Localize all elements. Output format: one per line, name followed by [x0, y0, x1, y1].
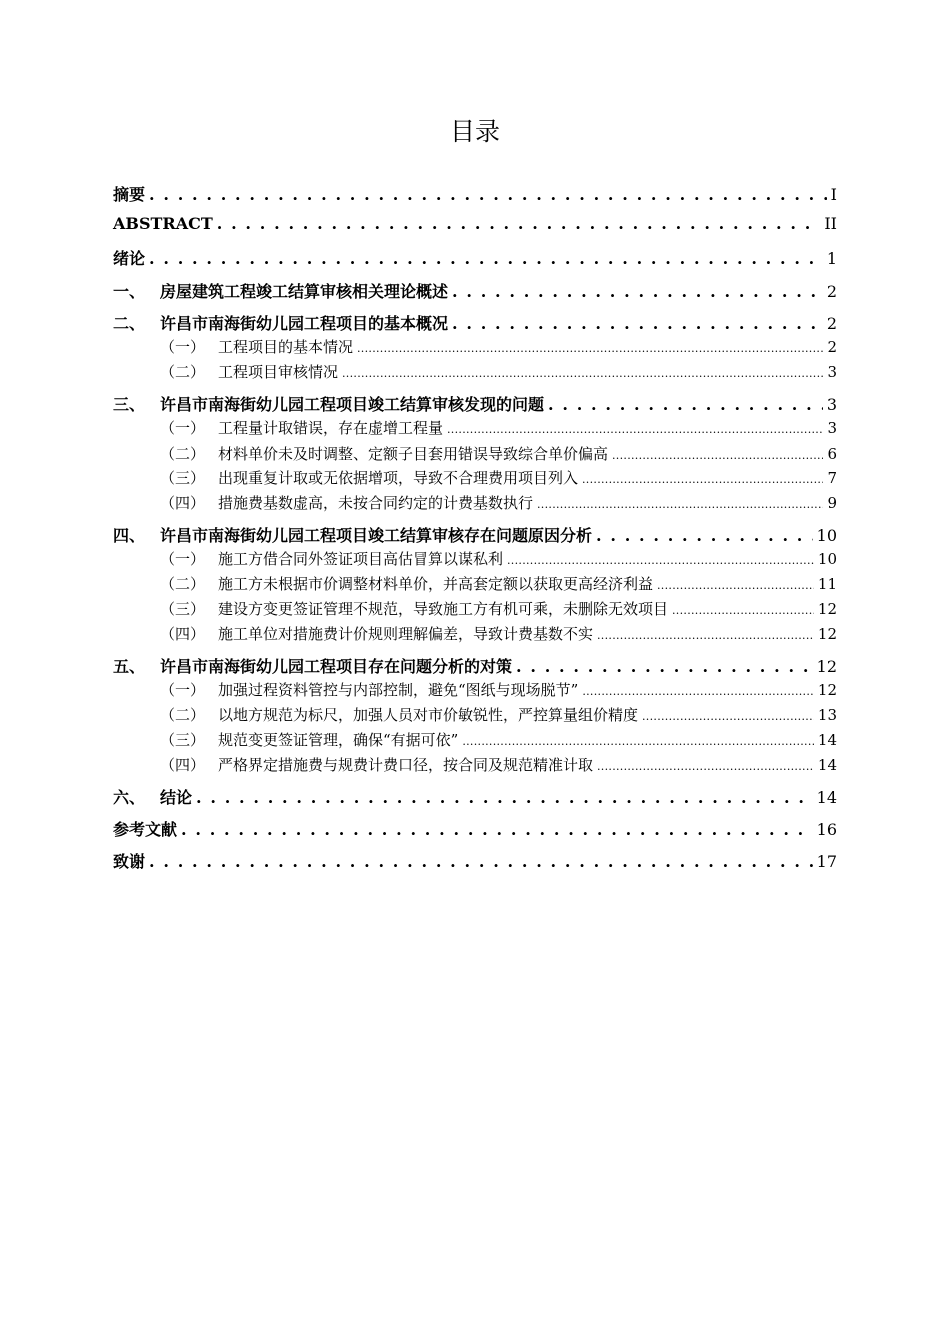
toc-entry[interactable]	[113, 573, 837, 594]
toc-entry-label: 以地方规范为标尺，加强人员对市价敏锐性，严控算量组价精度	[218, 706, 639, 724]
dot-leader	[342, 363, 823, 381]
toc-entry-number: （三）	[160, 731, 206, 749]
toc-entry[interactable]	[113, 623, 837, 644]
dot-leader	[149, 249, 823, 268]
toc-entry[interactable]	[113, 492, 837, 513]
toc-entry-label: 许昌市南海街幼儿园工程项目的基本概况	[160, 314, 449, 333]
toc-entry[interactable]	[113, 443, 837, 464]
toc-entry[interactable]	[113, 548, 837, 569]
toc-entry-label: 工程量计取错误，存在虚增工程量	[218, 419, 444, 437]
toc-entry-label: 结论	[160, 788, 193, 807]
toc-entry-page-number: 2	[826, 314, 837, 333]
toc-entry-label: 致谢	[113, 852, 146, 871]
toc-entry[interactable]	[113, 392, 837, 415]
toc-entry-page-number: 12	[817, 681, 837, 699]
toc-entry[interactable]	[113, 729, 837, 750]
toc-entry-label: ABSTRACT	[113, 214, 213, 233]
toc-entry-page-number: 7	[827, 469, 837, 487]
toc-entry-number: 三、	[113, 395, 146, 414]
toc-entry-page-number: II	[824, 214, 837, 233]
toc-entry-label: 严格界定措施费与规费计费口径，按合同及规范精准计取	[218, 756, 594, 774]
toc-entry-page-number: 10	[816, 526, 837, 545]
dot-leader	[672, 600, 814, 618]
toc-entry-number: 二、	[113, 314, 146, 333]
toc-entry-label: 工程项目审核情况	[218, 363, 339, 381]
dot-leader	[452, 282, 823, 301]
toc-entry[interactable]	[113, 214, 837, 233]
toc-entry-label: 规范变更签证管理，确保“有据可依”	[218, 731, 459, 749]
toc-entry[interactable]	[113, 311, 837, 334]
toc-entry[interactable]	[113, 817, 837, 840]
toc-entry-page-number: 2	[826, 282, 837, 301]
toc-entry-label: 工程项目的基本情况	[218, 338, 354, 356]
toc-entry[interactable]	[113, 361, 837, 382]
toc-entry[interactable]	[113, 246, 837, 269]
toc-entry-number: （二）	[160, 445, 206, 463]
toc-entry-number: （四）	[160, 625, 206, 643]
toc-entry-page-number: 14	[816, 788, 837, 807]
toc-entry-page-number: 2	[827, 338, 837, 356]
toc-entry-page-number: 12	[817, 625, 837, 643]
toc-entry-label: 许昌市南海街幼儿园工程项目竣工结算审核发现的问题	[160, 395, 545, 414]
toc-entry-page-number: 6	[827, 445, 837, 463]
toc-entry-number: （二）	[160, 363, 206, 381]
toc-entry[interactable]	[113, 785, 837, 808]
toc-entry[interactable]	[113, 654, 837, 677]
dot-leader	[196, 788, 813, 807]
dot-leader	[596, 526, 813, 545]
dot-leader	[149, 185, 827, 204]
toc-entry-label: 绪论	[113, 249, 146, 268]
dot-leader	[597, 625, 814, 643]
toc-entry-label: 许昌市南海街幼儿园工程项目竣工结算审核存在问题原因分析	[160, 526, 593, 545]
toc-entry-label: 房屋建筑工程竣工结算审核相关理论概述	[160, 282, 449, 301]
toc-entry-number: （四）	[160, 756, 206, 774]
toc-entry-page-number: 1	[826, 249, 837, 268]
toc-entry[interactable]	[113, 704, 837, 725]
toc-entry[interactable]	[113, 849, 837, 872]
toc-entry-number: （三）	[160, 600, 206, 618]
toc-entry[interactable]	[113, 336, 837, 357]
dot-leader	[462, 731, 814, 749]
toc-entry[interactable]	[113, 182, 837, 205]
toc-entry-number: （四）	[160, 494, 206, 512]
toc-entry-label: 施工单位对措施费计价规则理解偏差，导致计费基数不实	[218, 625, 594, 643]
toc-entry-number: （一）	[160, 338, 206, 356]
toc-entry-page-number: 16	[816, 820, 837, 839]
toc-entry-label: 摘要	[113, 185, 146, 204]
toc-entry-page-number: 12	[816, 657, 837, 676]
toc-entry[interactable]	[113, 598, 837, 619]
dot-leader	[516, 657, 813, 676]
toc-entry-page-number: 3	[827, 363, 837, 381]
toc-entry-number: 四、	[113, 526, 146, 545]
toc-entry-label: 参考文献	[113, 820, 178, 839]
toc-entry-page-number: 14	[817, 731, 837, 749]
toc-entry[interactable]	[113, 467, 837, 488]
dot-leader	[612, 445, 823, 463]
toc-entry[interactable]	[113, 523, 837, 546]
toc-entry-number: 一、	[113, 282, 146, 301]
dot-leader	[149, 852, 813, 871]
toc-entry-label: 施工方未根据市价调整材料单价，并高套定额以获取更高经济利益	[218, 575, 654, 593]
toc-entry-number: （三）	[160, 469, 206, 487]
dot-leader	[657, 575, 814, 593]
toc-entry-number: 六、	[113, 788, 146, 807]
dot-leader	[597, 756, 814, 774]
dot-leader	[452, 314, 823, 333]
toc-entry-number: （二）	[160, 706, 206, 724]
toc-entry[interactable]	[113, 417, 837, 438]
dot-leader	[181, 820, 813, 839]
toc-entry[interactable]	[113, 279, 837, 302]
toc-entry-page-number: 10	[817, 550, 837, 568]
dot-leader	[642, 706, 814, 724]
toc-entry-page-number: 17	[816, 852, 837, 871]
toc-entry-label: 措施费基数虚高，未按合同约定的计费基数执行	[218, 494, 534, 512]
toc-entry-label: 施工方借合同外签证项目高估冒算以谋私利	[218, 550, 504, 568]
toc-entry-label: 许昌市南海街幼儿园工程项目存在问题分析的对策	[160, 657, 513, 676]
dot-leader	[537, 494, 823, 512]
dot-leader	[582, 681, 814, 699]
dot-leader	[357, 338, 823, 356]
dot-leader	[548, 395, 823, 414]
toc-entry-page-number: 13	[817, 706, 837, 724]
dot-leader	[582, 469, 823, 487]
toc-entry[interactable]	[113, 679, 837, 700]
toc-entry-page-number: I	[830, 185, 837, 204]
toc-entry-number: （一）	[160, 550, 206, 568]
page-title: 目录	[449, 117, 500, 146]
toc-entry-page-number: 12	[817, 600, 837, 618]
toc-entry-label: 加强过程资料管控与内部控制，避免“图纸与现场脱节”	[218, 681, 579, 699]
dot-leader	[507, 550, 814, 568]
toc-entry[interactable]	[113, 754, 837, 775]
toc-entry-label: 建设方变更签证管理不规范，导致施工方有机可乘，未删除无效项目	[218, 600, 669, 618]
toc-entry-page-number: 3	[827, 419, 837, 437]
toc-entry-number: （一）	[160, 681, 206, 699]
toc-entry-label: 出现重复计取或无依据增项，导致不合理费用项目列入	[218, 469, 579, 487]
toc-entry-page-number: 14	[817, 756, 837, 774]
toc-entry-page-number: 11	[817, 575, 837, 593]
dot-leader	[447, 419, 823, 437]
toc-entry-page-number: 3	[826, 395, 837, 414]
toc-entry-number: （一）	[160, 419, 206, 437]
dot-leader	[217, 214, 821, 233]
toc-entry-number: 五、	[113, 657, 146, 676]
toc-entry-page-number: 9	[827, 494, 837, 512]
toc-entry-number: （二）	[160, 575, 206, 593]
toc-entry-label: 材料单价未及时调整、定额子目套用错误导致综合单价偏高	[218, 445, 609, 463]
